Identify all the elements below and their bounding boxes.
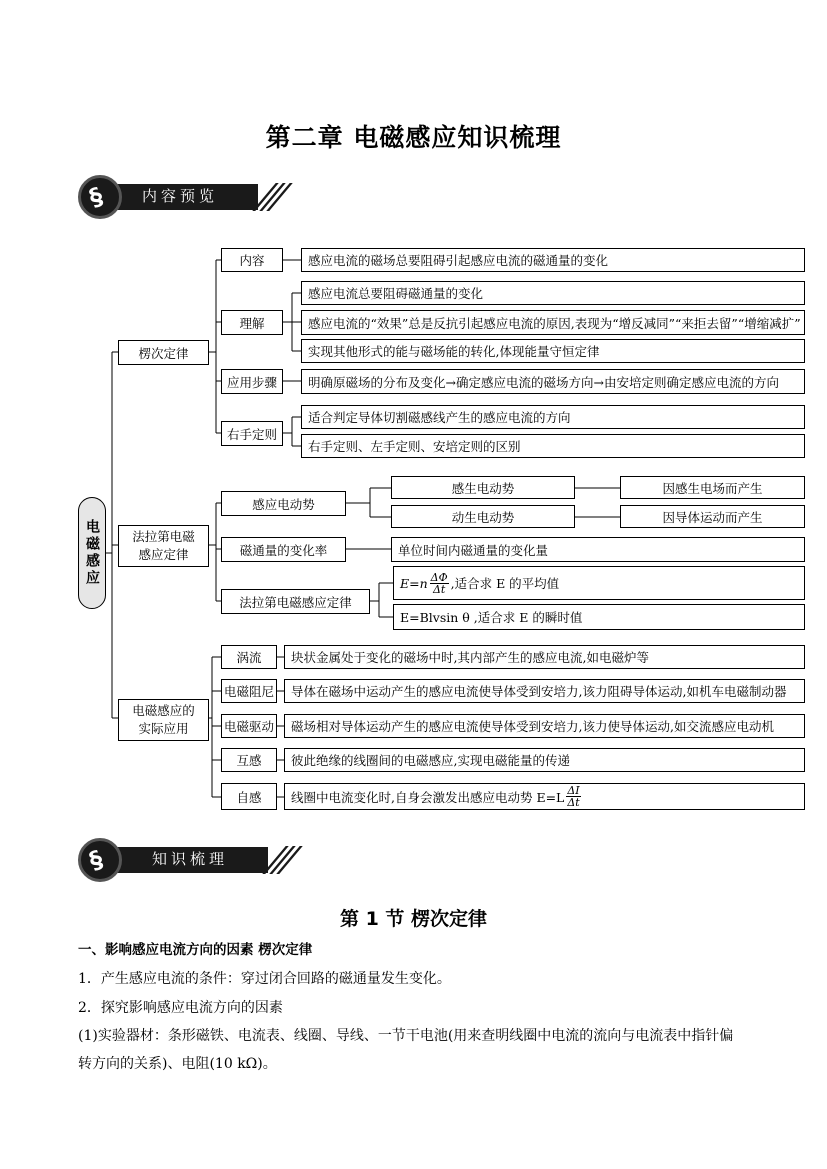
leaf-eddy-current: 块状金属处于变化的磁场中时,其内部产生的感应电流,如电磁炉等 — [284, 645, 805, 669]
leaf-induced-emf-1: 感生电动势 — [391, 476, 575, 499]
banner-label: 内容预览 — [142, 187, 219, 205]
node-steps: 应用步骤 — [221, 369, 283, 394]
leaf-drive: 磁场相对导体运动产生的感应电流使导体受到安培力,该力使导体运动,如交流感应电动机 — [284, 714, 805, 738]
node-drive: 电磁驱动 — [221, 714, 277, 738]
banner-emblem-icon: § — [78, 175, 122, 219]
node-understanding: 理解 — [221, 310, 283, 335]
node-right-hand-rule: 右手定则 — [221, 421, 283, 446]
root-node: 电磁感应 — [78, 497, 106, 609]
leaf-understanding-3: 实现其他形式的能与磁场能的转化,体现能量守恒定律 — [301, 339, 805, 363]
flux-fraction — [430, 572, 449, 595]
formula-prefix: E=n — [400, 575, 428, 591]
self-induction-text: 线圈中电流变化时,自身会激发出感应电动势 E=L — [291, 789, 565, 805]
leaf-damping: 导体在磁场中运动产生的感应电流使导体受到安培力,该力阻碍导体运动,如机车电磁制动器 — [284, 679, 805, 703]
leaf-flux-rate: 单位时间内磁通量的变化量 — [391, 537, 805, 562]
branch-faraday-law — [118, 525, 209, 567]
self-induction-fraction — [566, 785, 580, 808]
formula-suffix: ,适合求 E 的平均值 — [450, 576, 560, 591]
knowledge-review-banner — [78, 838, 298, 882]
leaf-self-induction — [284, 783, 805, 810]
leaf-mutual-induction: 彼此绝缘的线圈间的电磁感应,实现电磁能量的传递 — [284, 748, 805, 772]
fraction-denominator: Δt — [432, 582, 446, 596]
banner-label: 知识梳理 — [152, 850, 229, 868]
node-flux-rate: 磁通量的变化率 — [221, 537, 346, 562]
branch-practical-line2: 实际应用 — [138, 721, 189, 736]
leaf-content-1: 感应电流的磁场总要阻碍引起感应电流的磁通量的变化 — [301, 248, 805, 272]
paragraph-1: 1．产生感应电流的条件：穿过闭合回路的磁通量发生变化。 — [78, 971, 451, 987]
leaf-understanding-1: 感应电流总要阻碍磁通量的变化 — [301, 281, 805, 305]
leaf-average-emf — [393, 566, 805, 600]
self-fraction-denominator: Δt — [567, 796, 580, 809]
leaf-instant-emf: E=Blvsin θ ,适合求 E 的瞬时值 — [393, 604, 805, 630]
node-induced-emf: 感应电动势 — [221, 491, 346, 516]
fraction-numerator: ΔΦ — [430, 570, 448, 584]
branch-practical-line1: 电磁感应的 — [132, 703, 195, 718]
leaf-steps-1: 明确原磁场的分布及变化→确定感应电流的磁场方向→由安培定则确定感应电流的方向 — [301, 369, 805, 394]
branch-faraday-line2: 感应定律 — [138, 547, 189, 562]
banner-emblem-icon: § — [78, 838, 122, 882]
node-self-induction: 自感 — [221, 783, 277, 810]
leaf-induced-emf-cause-1: 因感生电场而产生 — [620, 476, 805, 499]
leaf-understanding-2: 感应电流的“效果”总是反抗引起感应电流的原因,表现为“增反减同”“来拒去留”“增缩减扩” — [301, 310, 805, 335]
branch-faraday-line1: 法拉第电磁 — [132, 529, 195, 544]
node-eddy-current: 涡流 — [221, 645, 277, 669]
section-heading: 一、影响感应电流方向的因素 楞次定律 — [78, 942, 313, 958]
paragraph-2: 2．探究影响感应电流方向的因素 — [78, 1000, 283, 1016]
branch-practical-applications — [118, 699, 209, 741]
leaf-motional-emf-cause: 因导体运动而产生 — [620, 505, 805, 528]
branch-lenz-law: 楞次定律 — [118, 340, 209, 365]
leaf-right-hand-2: 右手定则、左手定则、安培定则的区别 — [301, 434, 805, 458]
leaf-motional-emf: 动生电动势 — [391, 505, 575, 528]
paragraph-4: 转方向的关系)、电阻(10 kΩ)。 — [78, 1056, 277, 1072]
self-fraction-numerator: ΔI — [567, 784, 580, 797]
page-title: 第二章 电磁感应知识梳理 — [265, 123, 562, 152]
section-title: 第 1 节 楞次定律 — [339, 908, 488, 930]
node-mutual-induction: 互感 — [221, 748, 277, 772]
paragraph-3: (1)实验器材：条形磁铁、电流表、线圈、导线、一节干电池(用来查明线圈中电流的流向与电流表中指针偏 — [78, 1028, 734, 1044]
leaf-right-hand-1: 适合判定导体切割磁感线产生的感应电流的方向 — [301, 405, 805, 429]
node-content: 内容 — [221, 248, 283, 272]
node-faraday-formula: 法拉第电磁感应定律 — [221, 589, 370, 614]
node-damping: 电磁阻尼 — [221, 679, 277, 703]
